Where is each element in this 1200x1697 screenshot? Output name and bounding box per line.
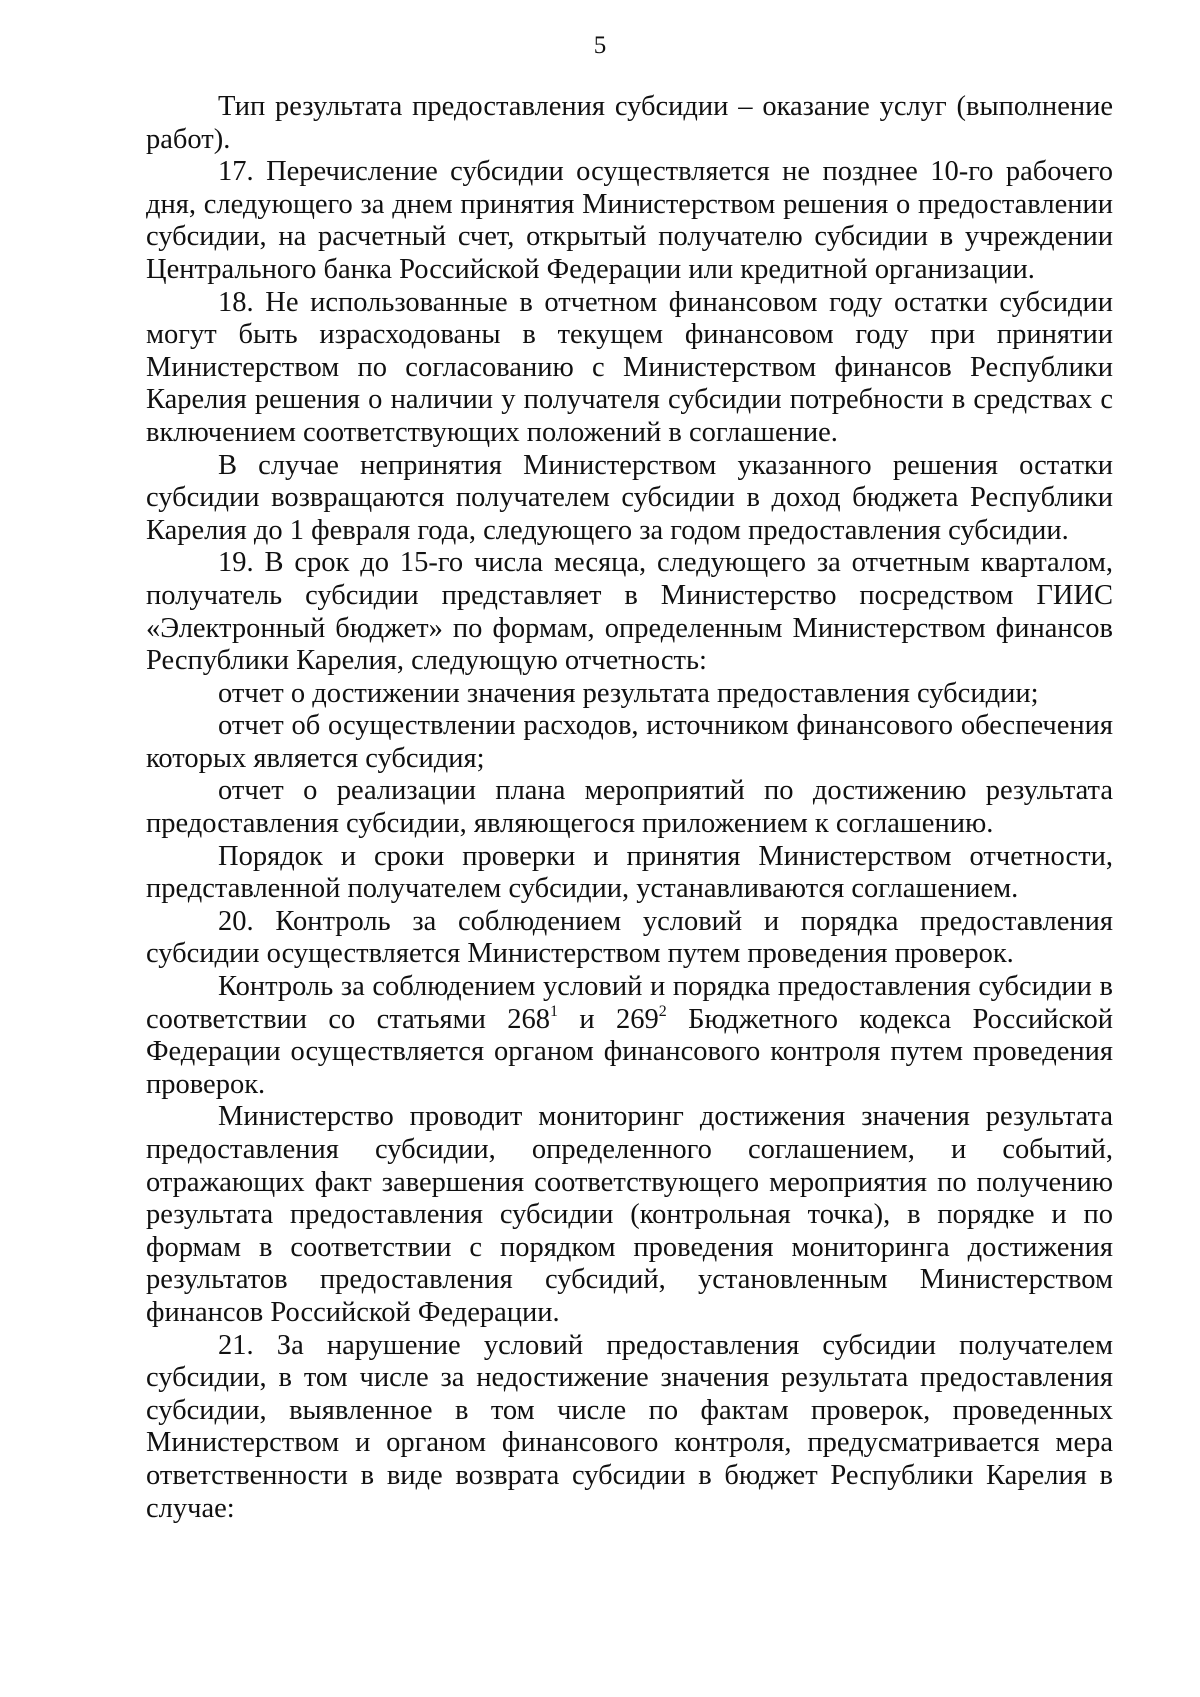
budget-code-text-1: Контроль за соблюдением условий и порядка предоставления субсидии в соответствии со статьями 268 xyxy=(146,971,1113,1035)
footnote-superscript-2: 2 xyxy=(658,1002,667,1020)
budget-code-text-2: и 269 xyxy=(558,1003,659,1035)
paragraph-21-liability: 21. За нарушение условий предоставления субсидии получателем субсидии, в том числе за недостижение значения результата предоставления субсидии, выявленное в том числе по фактам проверок, проведенных Министерством и органом финансового контроля, предусматривается мера ответственности в виде возврата субсидии в бюджет Республики Карелия в случае: xyxy=(146,1329,1113,1524)
paragraph-report-check: Порядок и сроки проверки и принятия Министерством отчетности, представленной получателем субсидии, устанавливаются соглашением. xyxy=(146,840,1113,905)
paragraph-20-control: 20. Контроль за соблюдением условий и порядка предоставления субсидии осуществляется Министерством путем проведения проверок. xyxy=(146,905,1113,970)
document-body xyxy=(146,91,1113,1525)
paragraph-report-expenses: отчет об осуществлении расходов, источником финансового обеспечения которых является субсидия; xyxy=(146,710,1113,774)
budget-code-text-3: Бюджетного кодекса Российской Федерации осуществляется органом финансового контроля путем проведения проверок. xyxy=(146,1003,1113,1100)
paragraph-19-reporting: 19. В срок до 15-го числа месяца, следующего за отчетным кварталом, получатель субсидии представляет в Министерство посредством ГИИС «Электронный бюджет» по формам, определенным Министерством финансов Республики Карелия, следующую отчетность: xyxy=(146,547,1113,677)
footnote-superscript-1: 1 xyxy=(550,1002,559,1020)
page-number: 5 xyxy=(593,32,607,59)
paragraph-monitoring: Министерство проводит мониторинг достижения значения результата предоставления субсидии, определенного соглашением, и событий, отражающих факт завершения соответствующего мероприятия по получению результата предоставления субсидии (контрольная точка), в порядке и по формам в соответствии с порядком проведения мониторинга достижения результатов предоставления субсидий, установленным Министерством финансов Российской Федерации. xyxy=(146,1101,1113,1328)
paragraph-budget-code-control xyxy=(146,971,1113,1101)
paragraph-report-result: отчет о достижении значения результата предоставления субсидии; xyxy=(218,677,1039,709)
paragraph-17-transfer: 17. Перечисление субсидии осуществляется не позднее 10-го рабочего дня, следующего за днем принятия Министерством решения о предоставлении субсидии, на расчетный счет, открытый получателю субсидии в учреждении Центрального банка Российской Федерации или кредитной организации. xyxy=(146,156,1113,285)
paragraph-18-unused-balances: 18. Не использованные в отчетном финансовом году остатки субсидии могут быть израсходованы в текущем финансовом году при принятии Министерством по согласованию с Министерством финансов Республики Карелия решения о наличии у получателя субсидии потребности в средствах с включением соответствующих положений в соглашение. xyxy=(146,286,1113,448)
paragraph-report-plan: отчет о реализации плана мероприятий по достижению результата предоставления субсидии, являющегося приложением к соглашению. xyxy=(146,775,1113,840)
paragraph-refund-to-budget: В случае непринятия Министерством указанного решения остатки субсидии возвращаются получателем субсидии в доход бюджета Республики Карелия до 1 февраля года, следующего за годом предоставления субсидии. xyxy=(146,449,1113,546)
paragraph-result-type: Тип результата предоставления субсидии – оказание услуг (выполнение работ). xyxy=(146,91,1113,155)
